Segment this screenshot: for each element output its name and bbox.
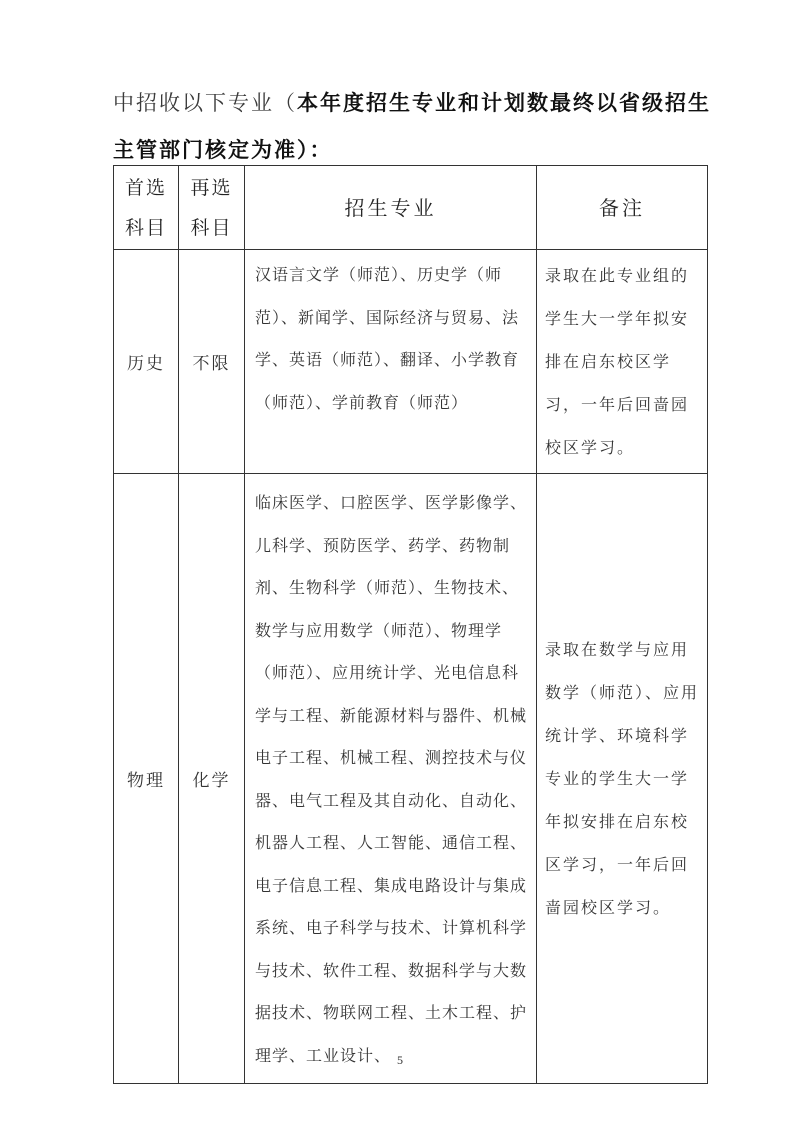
header-first-subject-line2: 科目 — [124, 216, 167, 239]
intro-bold-note: 本年度招生专业和计划数最终以省级招生主管部门核定为准）： — [113, 91, 711, 162]
table-row — [114, 474, 708, 1084]
row-second-subject: 化学 — [179, 474, 245, 1084]
header-second-subject — [179, 166, 245, 250]
table-header-row — [114, 166, 708, 250]
header-majors: 招生专业 — [245, 166, 537, 250]
row-second-subject: 不限 — [179, 250, 245, 474]
page-number: 5 — [397, 1053, 403, 1067]
row-first-subject: 历史 — [114, 250, 179, 474]
row-first-subject: 物理 — [114, 474, 179, 1084]
enrollment-table — [113, 165, 708, 1084]
header-first-subject-line1: 首选 — [124, 176, 167, 199]
row-notes: 录取在此专业组的学生大一学年拟安排在启东校区学习，一年后回啬园校区学习。 — [537, 250, 708, 474]
header-first-subject — [114, 166, 179, 250]
header-second-subject-line2: 科目 — [190, 216, 233, 239]
intro-text: 中招收以下专业（ — [113, 91, 297, 115]
row-majors: 临床医学、口腔医学、医学影像学、儿科学、预防医学、药学、药物制剂、生物科学（师范）、生物技术、数学与应用数学（师范）、物理学（师范）、应用统计学、光电信息科学与工程、新能源材料与器件、机械电子工程、机械工程、测控技术与仪器、电气工程及其自动化、自动化、机器人工程、人工智能、通信工程、电子信息工程、集成电路设计与集成系统、电子科学与技术、计算机科学与技术、软件工程、数据科学与大数据技术、物联网工程、土木工程、护理学、工业设计、 — [245, 474, 537, 1084]
header-second-subject-line1: 再选 — [190, 176, 233, 199]
row-majors: 汉语言文学（师范）、历史学（师范）、新闻学、国际经济与贸易、法学、英语（师范）、翻译、小学教育（师范）、学前教育（师范） — [245, 250, 537, 474]
intro-paragraph — [113, 80, 713, 174]
header-notes: 备注 — [537, 166, 708, 250]
table-row — [114, 250, 708, 474]
row-notes: 录取在数学与应用数学（师范）、应用统计学、环境科学专业的学生大一学年拟安排在启东校区学习，一年后回啬园校区学习。 — [537, 474, 708, 1084]
